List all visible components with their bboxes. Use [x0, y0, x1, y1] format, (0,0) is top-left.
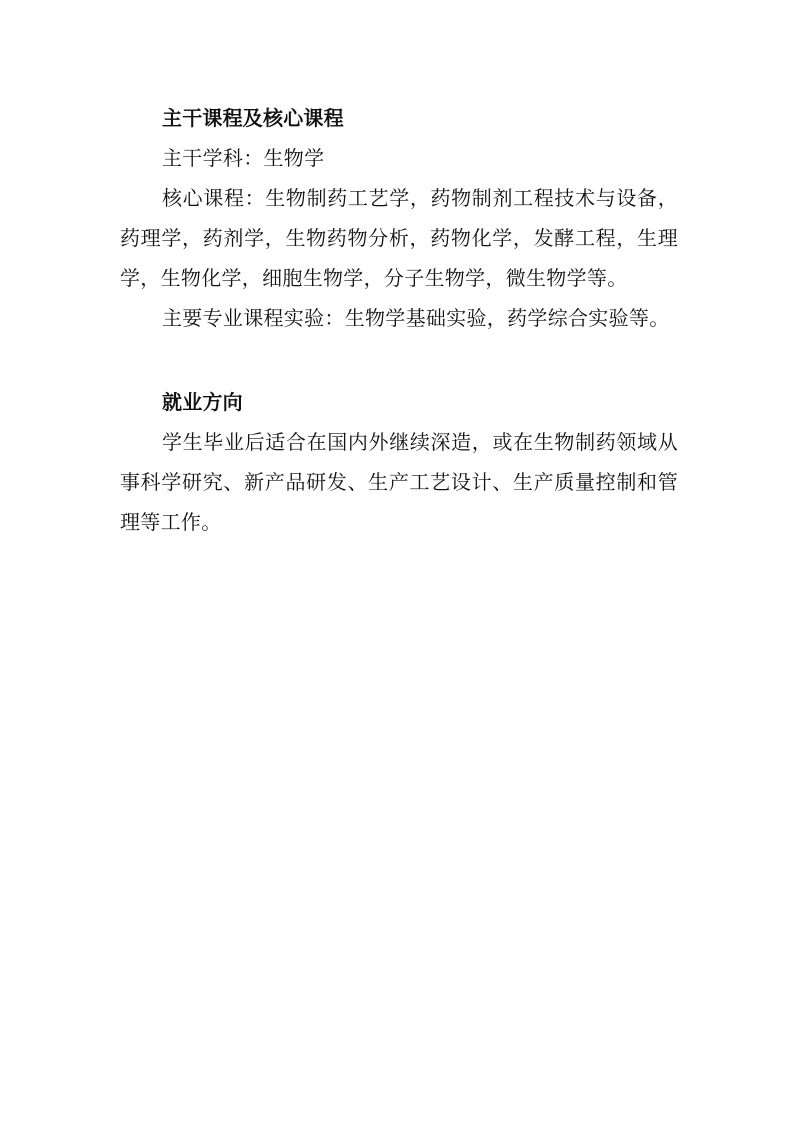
section-heading-employment: 就业方向	[162, 390, 243, 414]
main-subject-paragraph: 主干学科：生物学	[162, 146, 325, 170]
experiments-paragraph: 主要专业课程实验：生物学基础实验，药学综合实验等。	[162, 306, 670, 330]
section-spacer	[120, 338, 678, 382]
core-courses-paragraph: 核心课程：生物制药工艺学，药物制剂工程技术与设备，药理学，药剂学，生物药物分析，药物化学，发酵工程，生理学，生物化学，细胞生物学，分子生物学，微生物学等。	[120, 186, 678, 290]
document-content	[120, 98, 678, 542]
employment-paragraph: 学生毕业后适合在国内外继续深造，或在生物制药领域从事科学研究、新产品研发、生产工艺设计、生产质量控制和管理等工作。	[120, 430, 678, 534]
section-heading-main-courses: 主干课程及核心课程	[162, 106, 344, 130]
